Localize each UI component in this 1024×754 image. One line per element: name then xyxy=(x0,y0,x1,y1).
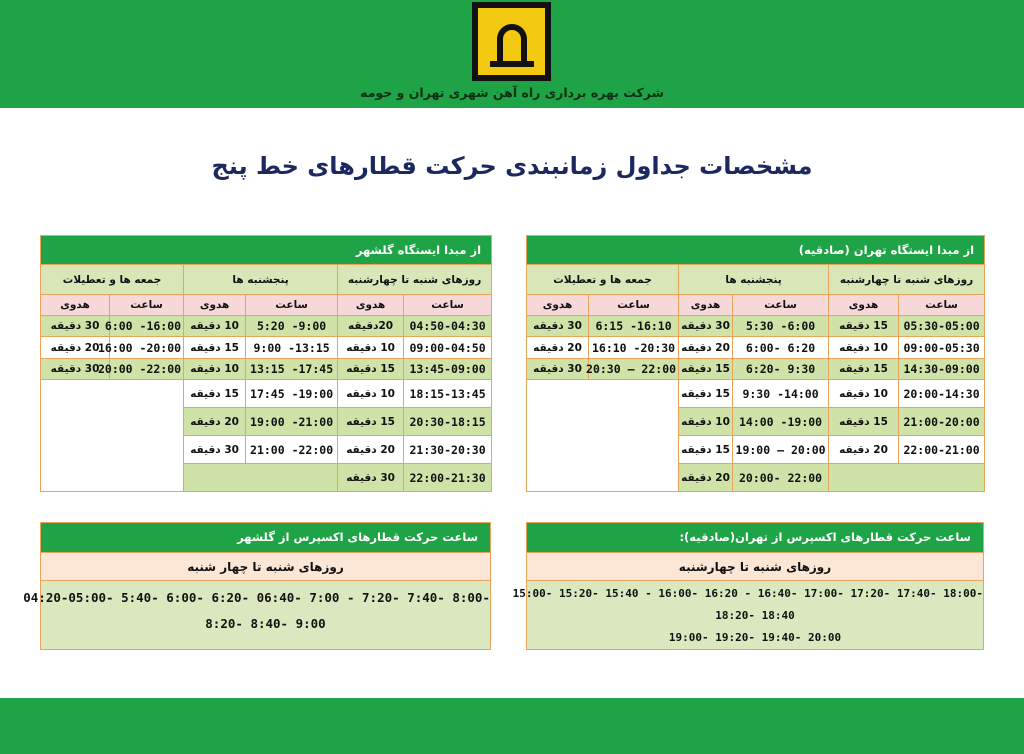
headway-cell: 20دقیقه xyxy=(338,316,404,337)
time-cell: 22:00 -20:00 xyxy=(733,464,829,492)
headway-cell: 20 دقیقه xyxy=(184,408,246,436)
headway-cell: 15 دقیقه xyxy=(829,408,899,436)
headway-cell: 20 دقیقه xyxy=(679,337,733,359)
col-time: ساعت xyxy=(404,295,492,316)
time-cell: 16:00- 6:00 xyxy=(110,316,184,337)
headway-cell: 15 دقیقه xyxy=(679,380,733,408)
headway-cell: 20 دقیقه xyxy=(527,337,589,359)
col-time: ساعت xyxy=(899,295,985,316)
time-cell: 16:10- 6:15 xyxy=(589,316,679,337)
time-cell: 22:00- 21:00 xyxy=(246,436,338,464)
col-time: ساعت xyxy=(589,295,679,316)
headway-cell: 10 دقیقه xyxy=(338,337,404,359)
empty-cell xyxy=(184,464,338,492)
headway-cell: 15 دقیقه xyxy=(679,359,733,380)
group-weekdays: روزهای شنبه تا چهارشنبه xyxy=(829,265,985,295)
table-row xyxy=(527,316,985,337)
time-cell: 19:00- 14:00 xyxy=(733,408,829,436)
group-thursdays: پنجشنبه ها xyxy=(679,265,829,295)
headway-cell: 15 دقیقه xyxy=(184,337,246,359)
table-row xyxy=(41,359,492,380)
table-title: از مبدا ایستگاه تهران (صادقیه) xyxy=(527,236,985,265)
headway-cell: 15 دقیقه xyxy=(829,316,899,337)
express-tehran-box xyxy=(512,522,984,650)
headway-cell: 20 دقیقه xyxy=(41,337,110,359)
group-fridays-holidays: جمعه ها و تعطیلات xyxy=(527,265,679,295)
time-cell: 14:30-09:00 xyxy=(899,359,985,380)
headway-cell: 15 دقیقه xyxy=(679,436,733,464)
col-headway: هدوی xyxy=(527,295,589,316)
express-times-line: -18:00 -17:40 -17:20 -17:00 -16:40 - 16:20 -16:00 - 15:40 -15:20 -15:00 xyxy=(512,587,983,600)
empty-cell xyxy=(527,380,679,492)
time-cell: 13:15- 9:00 xyxy=(246,337,338,359)
headway-cell: 15 دقیقه xyxy=(829,359,899,380)
time-cell: 04:50-04:30 xyxy=(404,316,492,337)
time-cell: 14:00- 9:30 xyxy=(733,380,829,408)
col-headway: هدوی xyxy=(184,295,246,316)
group-weekdays: روزهای شنبه تا چهارشنبه xyxy=(338,265,492,295)
table-row xyxy=(41,380,492,408)
col-time: ساعت xyxy=(246,295,338,316)
headway-cell: 10 دقیقه xyxy=(338,380,404,408)
tehran-schedule-table xyxy=(526,235,985,492)
col-headway: هدوی xyxy=(679,295,733,316)
time-cell: 18:15-13:45 xyxy=(404,380,492,408)
headway-cell: 10 دقیقه xyxy=(184,316,246,337)
express-times-line: 18:40 -18:20 xyxy=(715,609,795,622)
express-title: ساعت حرکت قطارهای اکسپرس از تهران(صادقیه): xyxy=(527,523,983,552)
col-headway: هدوی xyxy=(338,295,404,316)
empty-cell xyxy=(829,464,985,492)
time-cell: 19:00- 17:45 xyxy=(246,380,338,408)
express-times-line: 9:00 -8:40 -8:20 xyxy=(205,616,326,631)
table-title: از مبدا ایستگاه گلشهر xyxy=(41,236,492,265)
headway-cell: 30 دقیقه xyxy=(527,316,589,337)
time-cell: 22:00- 20:00 xyxy=(110,359,184,380)
table-row xyxy=(41,316,492,337)
time-cell: 6:00- 5:30 xyxy=(733,316,829,337)
headway-cell: 10 دقیقه xyxy=(184,359,246,380)
col-time: ساعت xyxy=(733,295,829,316)
time-cell: 20:00- 16:00 xyxy=(110,337,184,359)
headway-cell: 30 دقیقه xyxy=(41,316,110,337)
table-row xyxy=(527,337,985,359)
headway-cell: 20 دقیقه xyxy=(679,464,733,492)
headway-cell: 15 دقیقه xyxy=(184,380,246,408)
time-cell: 09:00-04:50 xyxy=(404,337,492,359)
time-cell: 09:00-05:30 xyxy=(899,337,985,359)
express-times-line: -8:00 -7:40 -7:20 - 7:00 -06:40 -6:20 -6:00 -5:40 -04:20-05:00 xyxy=(23,590,490,605)
time-cell: 20:00 – 19:00 xyxy=(733,436,829,464)
time-cell: 13:45-09:00 xyxy=(404,359,492,380)
group-fridays-holidays: جمعه ها و تعطیلات xyxy=(41,265,184,295)
footer-band xyxy=(0,698,1024,754)
time-cell: 6:20 -6:00 xyxy=(733,337,829,359)
headway-cell: 20 دقیقه xyxy=(829,436,899,464)
headway-cell: 30 دقیقه xyxy=(527,359,589,380)
headway-cell: 20 دقیقه xyxy=(338,436,404,464)
time-cell: 21:00- 19:00 xyxy=(246,408,338,436)
headway-cell: 10 دقیقه xyxy=(829,380,899,408)
time-cell: 21:30-20:30 xyxy=(404,436,492,464)
time-cell: 20:30-18:15 xyxy=(404,408,492,436)
time-cell: 22:00-21:30 xyxy=(404,464,492,492)
time-cell: 22:00-21:00 xyxy=(899,436,985,464)
table-row xyxy=(527,380,985,408)
express-golshahr-box xyxy=(23,522,491,650)
col-headway: هدوی xyxy=(829,295,899,316)
time-cell: 20:30- 16:10 xyxy=(589,337,679,359)
group-thursdays: پنجشنبه ها xyxy=(184,265,338,295)
empty-cell xyxy=(41,380,184,492)
time-cell: 22:00 – 20:30 xyxy=(589,359,679,380)
headway-cell: 15 دقیقه xyxy=(338,359,404,380)
time-cell: 20:00-14:30 xyxy=(899,380,985,408)
headway-cell: 10 دقیقه xyxy=(829,337,899,359)
express-times-line: 20:00 -19:40 -19:20 -19:00 xyxy=(668,631,842,644)
headway-cell: 10 دقیقه xyxy=(679,408,733,436)
headway-cell: 15 دقیقه xyxy=(338,408,404,436)
headway-cell: 30 دقیقه xyxy=(41,359,110,380)
time-cell: 9:00- 5:20 xyxy=(246,316,338,337)
time-cell: 9:30 -6:20 xyxy=(733,359,829,380)
page-title: مشخصات جداول زمانبندی حرکت قطارهای خط پنج xyxy=(211,152,813,180)
table-row xyxy=(41,337,492,359)
headway-cell: 30 دقیقه xyxy=(184,436,246,464)
col-headway: هدوی xyxy=(41,295,110,316)
time-cell: 17:45- 13:15 xyxy=(246,359,338,380)
headway-cell: 30 دقیقه xyxy=(679,316,733,337)
logo-background xyxy=(478,8,545,75)
company-name: شرکت بهره برداری راه آهن شهری تهران و حومه xyxy=(360,85,664,100)
express-days: روزهای شنبه تا چهارشنبه xyxy=(527,552,983,581)
logo-gate-icon xyxy=(497,24,527,62)
golshahr-schedule-table xyxy=(40,235,492,492)
express-days: روزهای شنبه تا چهار شنبه xyxy=(41,552,490,581)
metro-logo xyxy=(472,2,551,81)
logo-bar-icon xyxy=(490,61,534,67)
col-time: ساعت xyxy=(110,295,184,316)
time-cell: 05:30-05:00 xyxy=(899,316,985,337)
headway-cell: 30 دقیقه xyxy=(338,464,404,492)
express-title: ساعت حرکت قطارهای اکسپرس از گلشهر xyxy=(41,523,490,552)
table-row xyxy=(527,359,985,380)
time-cell: 21:00-20:00 xyxy=(899,408,985,436)
